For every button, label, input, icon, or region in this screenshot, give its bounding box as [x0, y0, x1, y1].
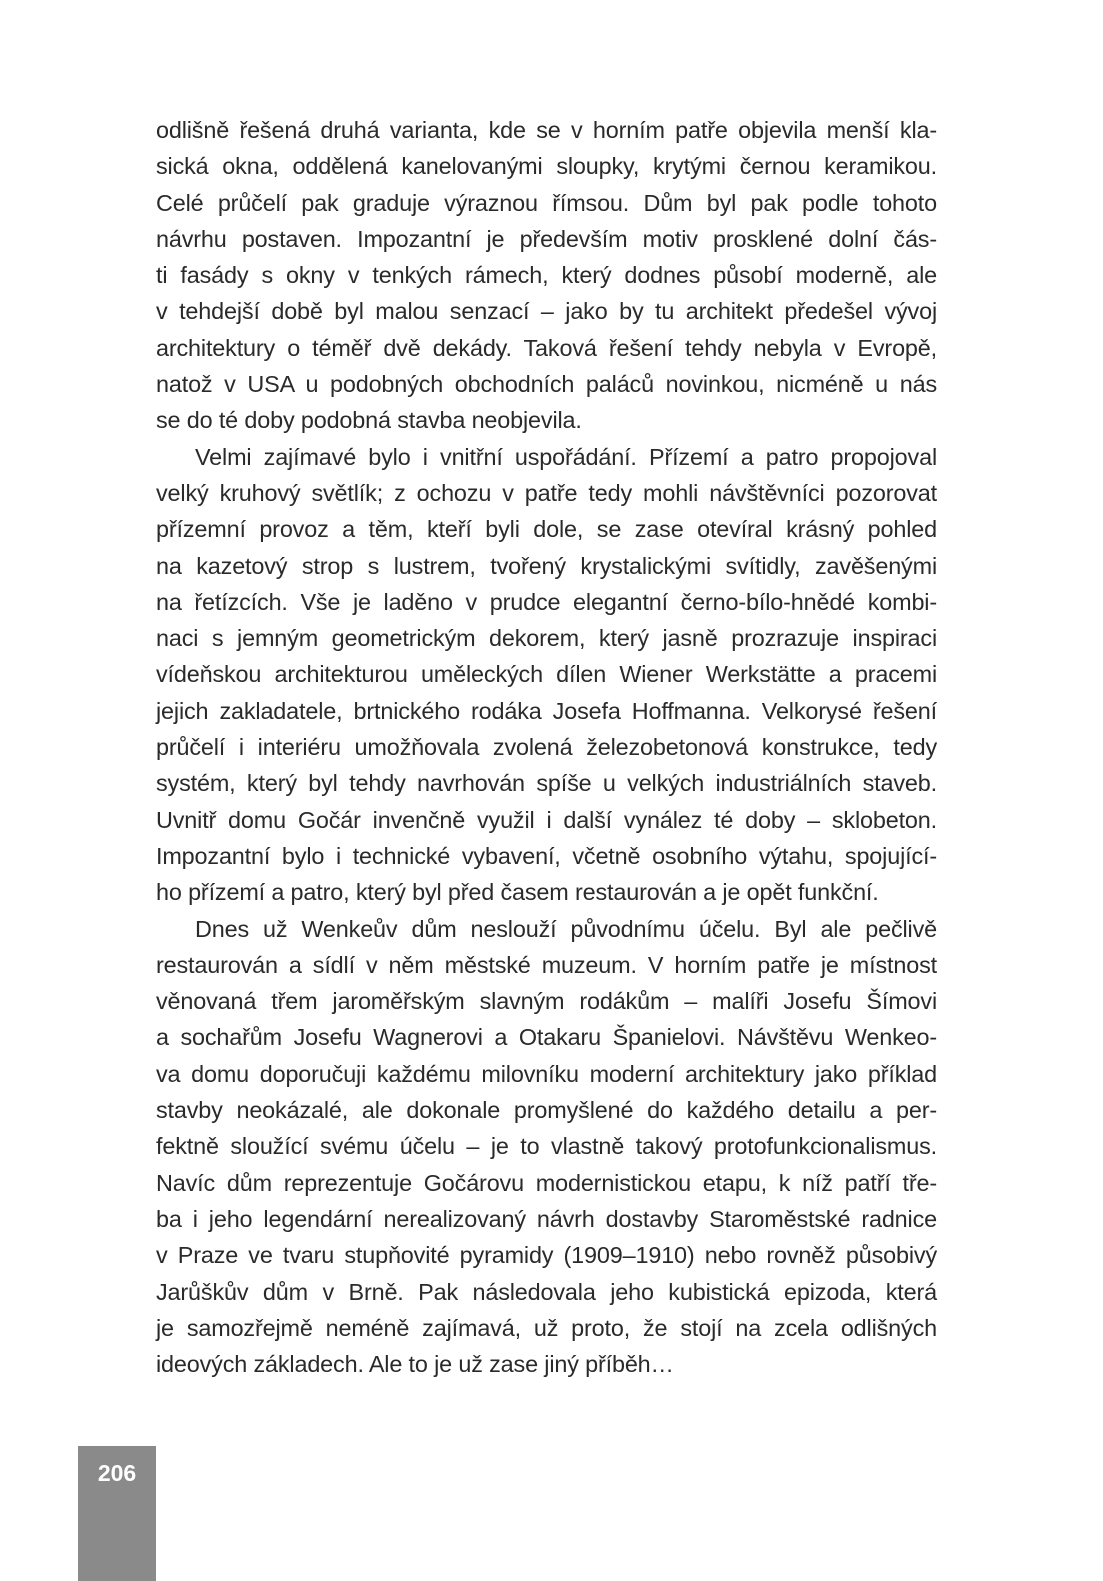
- text-line: v Praze ve tvaru stupňovité pyramidy (1909–1910) nebo rovněž působivý: [156, 1242, 937, 1269]
- text-line: návrhu postaven. Impozantní je především motiv prosklené dolní čás-: [156, 225, 937, 252]
- text-line: Velmi zajímavé bylo i vnitřní uspořádání. Přízemí a patro propojoval: [195, 443, 937, 470]
- text-line: je samozřejmě neméně zajímavá, už proto, že stojí na zcela odlišných: [156, 1314, 937, 1341]
- text-line: ba i jeho legendární nerealizovaný návrh dostavby Staroměstské radnice: [156, 1205, 937, 1232]
- text-line: věnovaná třem jaroměřským slavným rodákům – malíři Josefu Šímovi: [156, 988, 937, 1015]
- text-line: ti fasády s okny v tenkých rámech, který dodnes působí moderně, ale: [156, 262, 937, 289]
- paragraph-2: [156, 439, 937, 911]
- text-line: přízemní provoz a těm, kteří byli dole, se zase otevíral krásný pohled: [156, 516, 937, 543]
- text-line: va domu doporučuji každému milovníku moderní architektury jako příklad: [156, 1060, 937, 1087]
- text-line: systém, který byl tehdy navrhován spíše u velkých industriálních staveb.: [156, 770, 937, 797]
- text-line: Dnes už Wenkeův dům neslouží původnímu účelu. Byl ale pečlivě: [195, 915, 937, 942]
- text-line: stavby neokázalé, ale dokonale promyšlené do každého detailu a per-: [156, 1097, 937, 1124]
- text-line: naci s jemným geometrickým dekorem, který jasně prozrazuje inspiraci: [156, 625, 937, 652]
- text-line: se do té doby podobná stavba neobjevila.: [156, 407, 582, 434]
- text-line: ho přízemí a patro, který byl před časem restaurován a je opět funkční.: [156, 879, 879, 906]
- page-number: 206: [97, 1460, 137, 1486]
- text-line: průčelí i interiéru umožňovala zvolená železobetonová konstrukce, tedy: [156, 734, 937, 761]
- page-number-tab: [78, 1446, 156, 1581]
- text-line: vídeňskou architekturou uměleckých dílen Wiener Werkstätte a pracemi: [156, 661, 937, 688]
- text-line: velký kruhový světlík; z ochozu v patře tedy mohli návštěvníci pozorovat: [156, 479, 937, 506]
- text-line: Impozantní bylo i technické vybavení, včetně osobního výtahu, spojující-: [156, 842, 937, 869]
- text-line: architektury o téměř dvě dekády. Taková řešení tehdy nebyla v Evropě,: [156, 334, 937, 361]
- text-line: Celé průčelí pak graduje výraznou římsou. Dům byl pak podle tohoto: [156, 189, 937, 216]
- text-line: odlišně řešená druhá varianta, kde se v horním patře objevila menší kla-: [156, 117, 937, 143]
- text-line: na kazetový strop s lustrem, tvořený krystalickými svítidly, zavěšenými: [156, 552, 937, 579]
- text-line: Navíc dům reprezentuje Gočárovu modernistickou etapu, k níž patří tře-: [156, 1169, 937, 1196]
- text-line: jejich zakladatele, brtnického rodáka Josefa Hoffmanna. Velkorysé řešení: [156, 697, 937, 724]
- text-line: fektně sloužící svému účelu – je to vlastně takový protofunkcionalismus.: [156, 1133, 937, 1160]
- text-line: v tehdejší době byl malou senzací – jako by tu architekt předešel vývoj: [156, 298, 937, 325]
- text-line: restaurován a sídlí v něm městské muzeum. V horním patře je místnost: [156, 951, 937, 978]
- text-line: natož v USA u podobných obchodních paláců novinkou, nicméně u nás: [156, 371, 937, 398]
- text-line: Uvnitř domu Gočár invenčně využil i další vynález té doby – sklobeton.: [156, 806, 937, 833]
- text-line: sická okna, oddělená kanelovanými sloupky, krytými černou keramikou.: [156, 153, 937, 180]
- text-line: ideových základech. Ale to je už zase jiný příběh…: [156, 1351, 674, 1378]
- text-line: Jarůškův dům v Brně. Pak následovala jeho kubistická epizoda, která: [156, 1278, 937, 1305]
- paragraph-3: [156, 911, 937, 1383]
- text-line: a sochařům Josefu Wagnerovi a Otakaru Španielovi. Návštěvu Wenkeo-: [156, 1024, 937, 1051]
- paragraph-1: [156, 112, 937, 439]
- body-text: [156, 112, 937, 1382]
- text-line: na řetízcích. Vše je laděno v prudce elegantní černo-bílo-hnědé kombi-: [156, 588, 937, 615]
